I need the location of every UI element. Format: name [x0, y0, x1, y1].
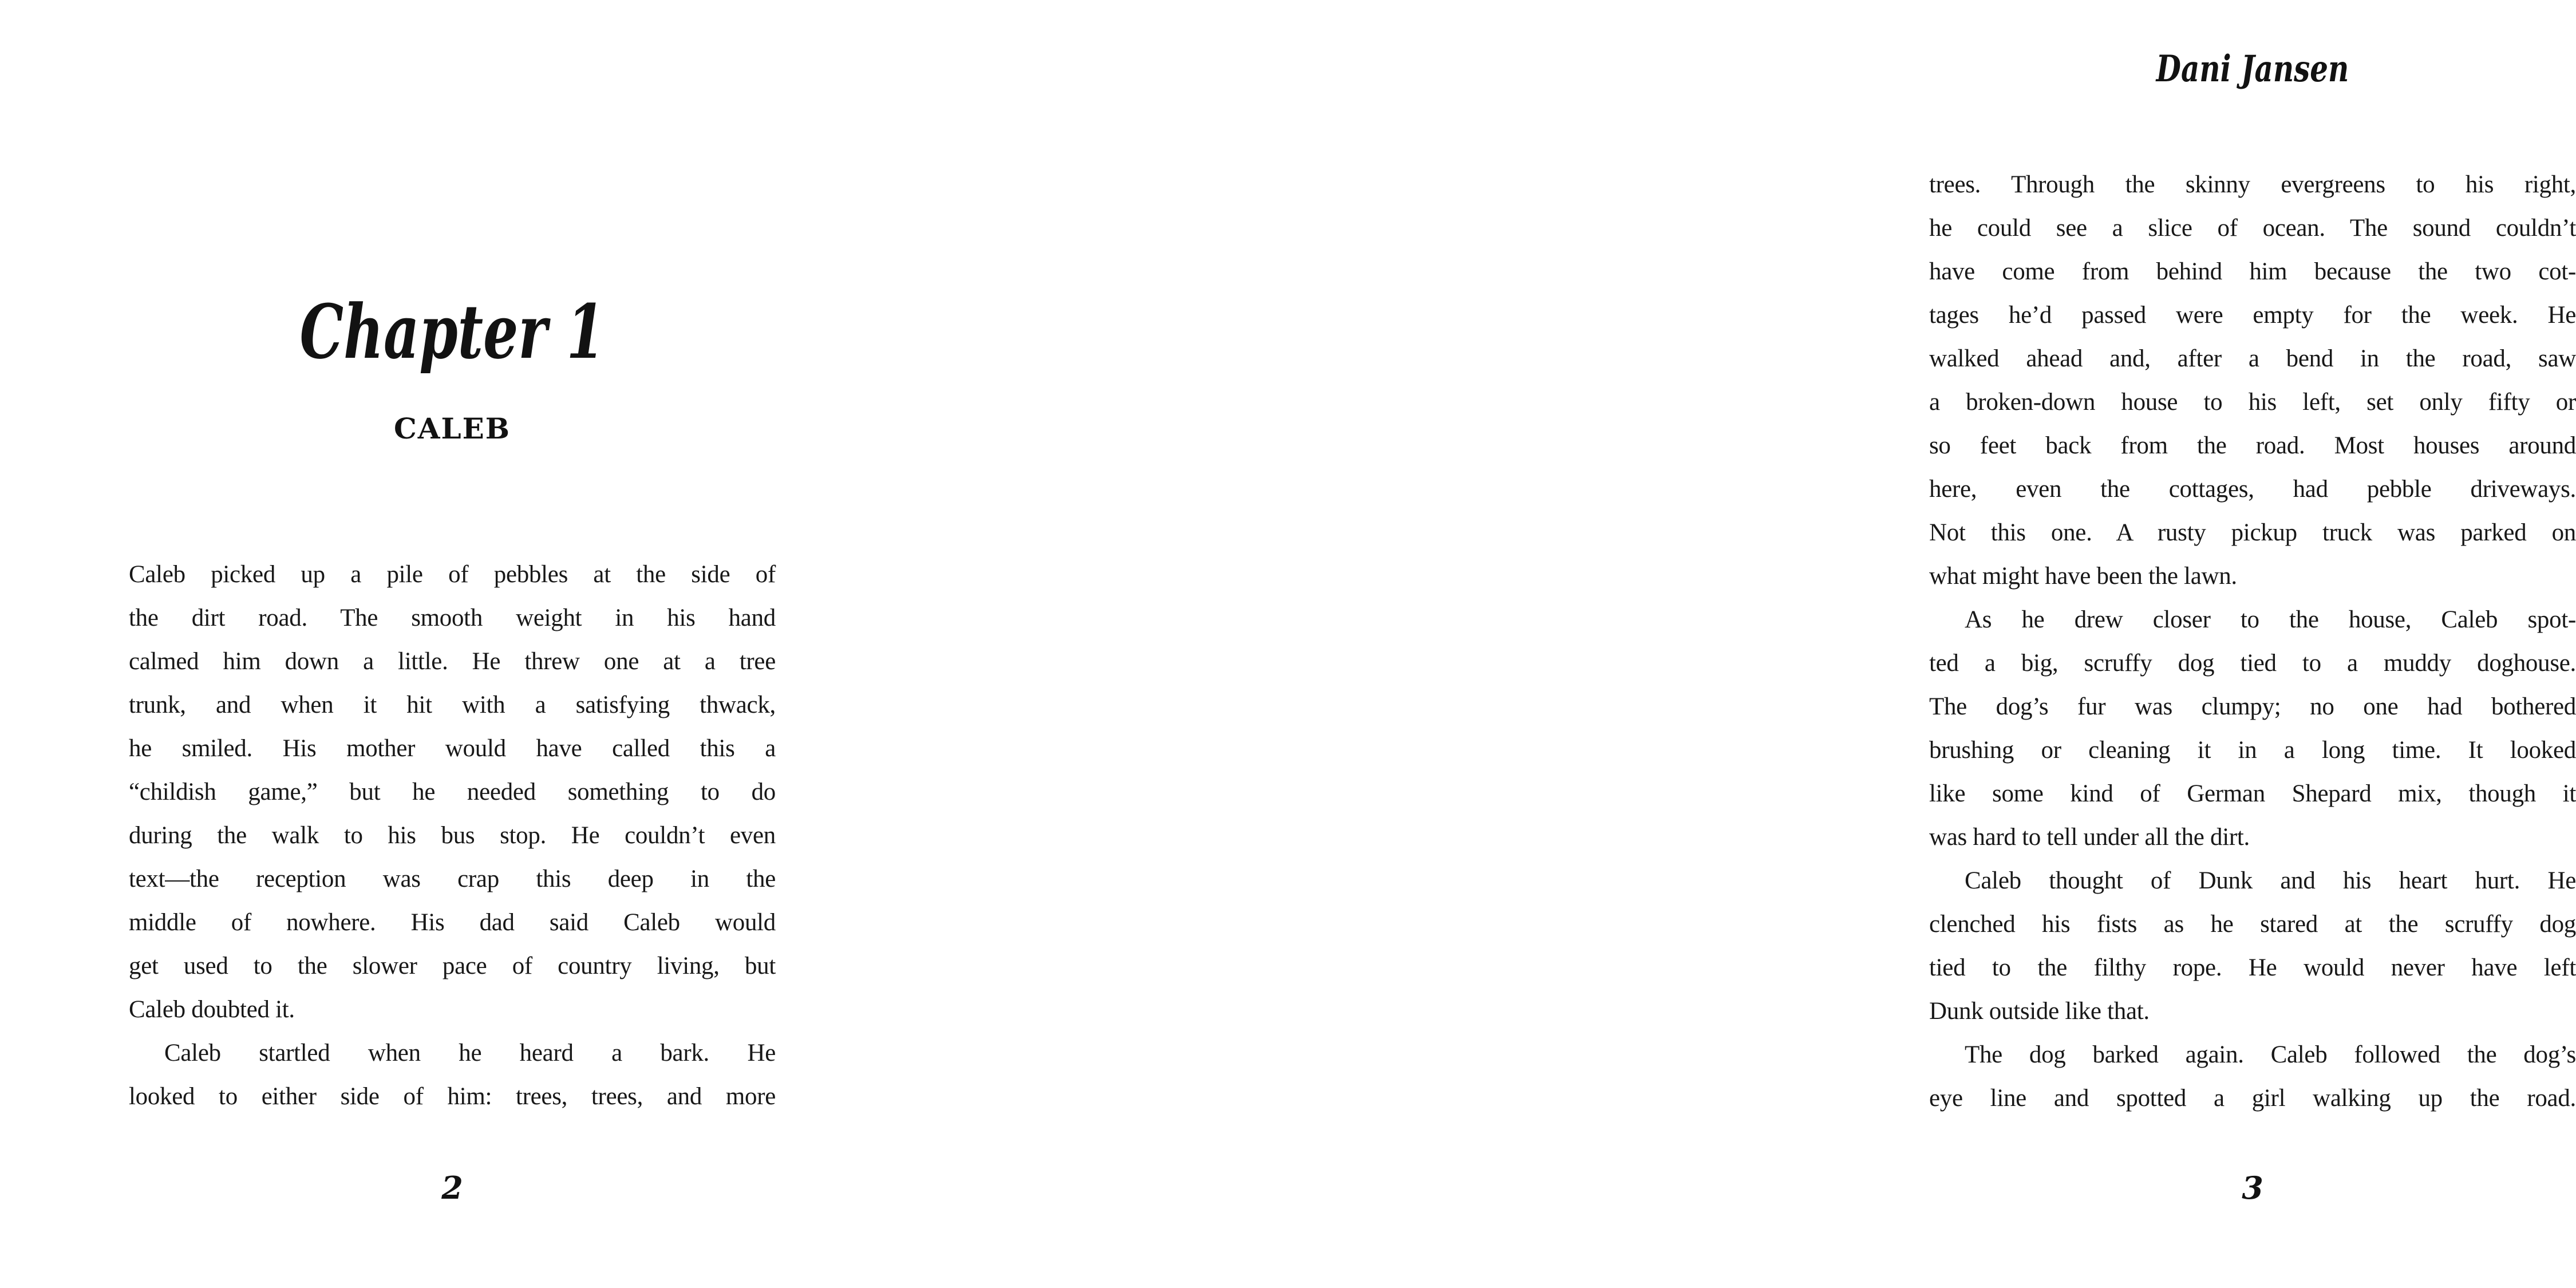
- page-number-right: 3: [2242, 1170, 2263, 1206]
- text-line: have come from behind him because the two cot-: [1929, 258, 2576, 285]
- text-line: looked to either side of him: trees, trees, and more: [129, 1083, 776, 1110]
- text-line: during the walk to his bus stop. He couldn’t even: [129, 822, 776, 849]
- page-2-body: [129, 553, 776, 1119]
- text-line: Caleb startled when he heard a bark. He: [164, 1040, 776, 1066]
- text-line: trunk, and when it hit with a satisfying thwack,: [129, 692, 776, 718]
- text-line: like some kind of German Shepard mix, though it: [1929, 780, 2576, 807]
- text-line: Caleb doubted it.: [129, 996, 295, 1023]
- text-line: text—the reception was crap this deep in the: [129, 866, 776, 892]
- text-line: Dunk outside like that.: [1929, 998, 2150, 1025]
- text-line: walked ahead and, after a bend in the road, saw: [1929, 345, 2576, 372]
- text-line: tages he’d passed were empty for the week. He: [1929, 302, 2576, 329]
- chapter-subtitle: CALEB: [393, 412, 511, 445]
- text-line: brushing or cleaning it in a long time. It looked: [1929, 737, 2576, 764]
- running-header: Dani Jansen: [2156, 48, 2349, 90]
- text-line: he smiled. His mother would have called this a: [129, 735, 776, 762]
- text-line: As he drew closer to the house, Caleb spot-: [1965, 606, 2576, 633]
- text-line: get used to the slower pace of country living, but: [129, 953, 776, 979]
- text-line: the dirt road. The smooth weight in his hand: [129, 605, 776, 631]
- text-line: was hard to tell under all the dirt.: [1929, 824, 2250, 851]
- page-number-left: 2: [441, 1170, 463, 1206]
- text-line: eye line and spotted a girl walking up the road.: [1929, 1085, 2576, 1112]
- text-line: calmed him down a little. He threw one at a tree: [129, 648, 776, 675]
- page-3-body: [1929, 163, 2576, 1120]
- text-line: “childish game,” but he needed something to do: [129, 779, 776, 805]
- text-line: ted a big, scruffy dog tied to a muddy doghouse.: [1929, 650, 2576, 677]
- text-line: trees. Through the skinny evergreens to his right,: [1929, 171, 2576, 198]
- text-line: what might have been the lawn.: [1929, 563, 2237, 590]
- chapter-title: Chapter 1: [299, 288, 605, 376]
- text-line: middle of nowhere. His dad said Caleb would: [129, 909, 776, 936]
- text-line: here, even the cottages, had pebble driveways.: [1929, 476, 2576, 503]
- page-right: [902, 0, 2576, 1288]
- text-line: a broken-down house to his left, set only fifty or: [1929, 389, 2576, 416]
- text-line: Not this one. A rusty pickup truck was parked on: [1929, 519, 2576, 546]
- page-left: [0, 0, 902, 1288]
- text-line: The dog barked again. Caleb followed the dog’s: [1965, 1041, 2576, 1068]
- text-line: The dog’s fur was clumpy; no one had bothered: [1929, 693, 2576, 720]
- text-line: Caleb thought of Dunk and his heart hurt. He: [1965, 867, 2576, 894]
- text-line: tied to the filthy rope. He would never have left: [1929, 954, 2576, 981]
- text-line: clenched his fists as he stared at the scruffy dog: [1929, 911, 2576, 938]
- text-line: he could see a slice of ocean. The sound couldn’t: [1929, 215, 2576, 242]
- text-line: so feet back from the road. Most houses around: [1929, 432, 2576, 459]
- text-line: Caleb picked up a pile of pebbles at the side of: [129, 561, 776, 588]
